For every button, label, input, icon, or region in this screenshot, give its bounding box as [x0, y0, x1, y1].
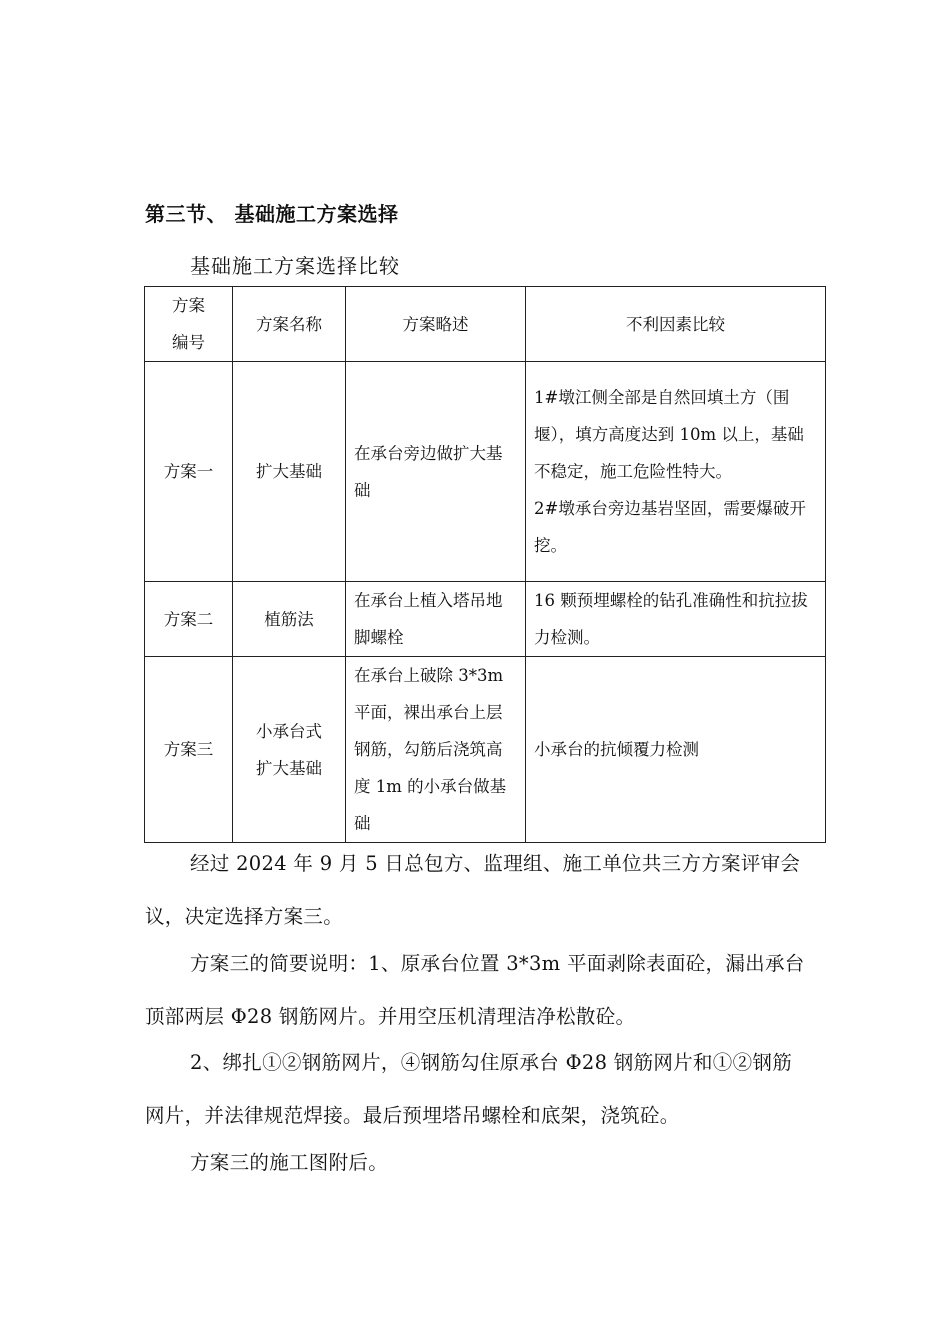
cell-scheme-no: 方案一	[145, 362, 233, 582]
table-row	[145, 582, 826, 657]
section-title: 第三节、 基础施工方案选择	[145, 202, 399, 226]
cell-scheme-summary: 在承台上植入塔吊地脚螺栓	[346, 582, 526, 657]
header-scheme-no	[145, 287, 233, 362]
cell-scheme-name: 植筋法	[233, 582, 346, 657]
cell-scheme-no: 方案二	[145, 582, 233, 657]
body-paragraph	[145, 837, 810, 943]
cell-scheme-summary: 在承台上破除 3*3m 平面，裸出承台上层钢筋，勾筋后浇筑高度 1m 的小承台做基础	[346, 657, 526, 843]
cell-cons	[526, 362, 826, 582]
header-scheme-no-line2: 编号	[172, 333, 205, 352]
cell-scheme-summary: 在承台旁边做扩大基础	[346, 362, 526, 582]
cell-scheme-no: 方案三	[145, 657, 233, 843]
cell-scheme-name: 小承台式扩大基础	[233, 657, 346, 843]
table-header-row	[145, 287, 826, 362]
header-scheme-summary: 方案略述	[346, 287, 526, 362]
paragraph-text: 经过 2024 年 9 月 5 日总包方、监理组、施工单位共三方方案评审会议，决定选择方案三。	[145, 852, 801, 928]
paragraph-text: 方案三的简要说明：1、原承台位置 3*3m 平面剥除表面砼，漏出承台顶部两层 Φ28 钢筋网片。并用空压机清理洁净松散砼。	[145, 952, 805, 1028]
cell-scheme-name: 扩大基础	[233, 362, 346, 582]
cell-cons: 16 颗预埋螺栓的钻孔准确性和抗拉拔力检测。	[526, 582, 826, 657]
body-paragraph	[145, 1036, 810, 1142]
cons-paragraph: 1#墩江侧全部是自然回填土方（围堰），填方高度达到 10m 以上，基础不稳定，施工危险性特大。	[534, 388, 804, 481]
header-cons: 不利因素比较	[526, 287, 826, 362]
table-row	[145, 657, 826, 843]
table-row	[145, 362, 826, 582]
cons-paragraph: 2#墩承台旁边基岩坚固，需要爆破开挖。	[534, 499, 806, 555]
body-paragraph	[145, 937, 810, 1043]
cell-cons: 小承台的抗倾覆力检测	[526, 657, 826, 843]
body-paragraph	[145, 1136, 810, 1189]
header-scheme-no-line1: 方案	[172, 296, 205, 315]
header-scheme-name: 方案名称	[233, 287, 346, 362]
comparison-table	[144, 286, 826, 843]
table-caption: 基础施工方案选择比较	[190, 254, 400, 278]
paragraph-text: 2、绑扎①②钢筋网片，④钢筋勾住原承台 Φ28 钢筋网片和①②钢筋网片，并法律规范焊接。最后预埋塔吊螺栓和底架，浇筑砼。	[145, 1051, 793, 1127]
paragraph-text: 方案三的施工图附后。	[190, 1151, 389, 1174]
